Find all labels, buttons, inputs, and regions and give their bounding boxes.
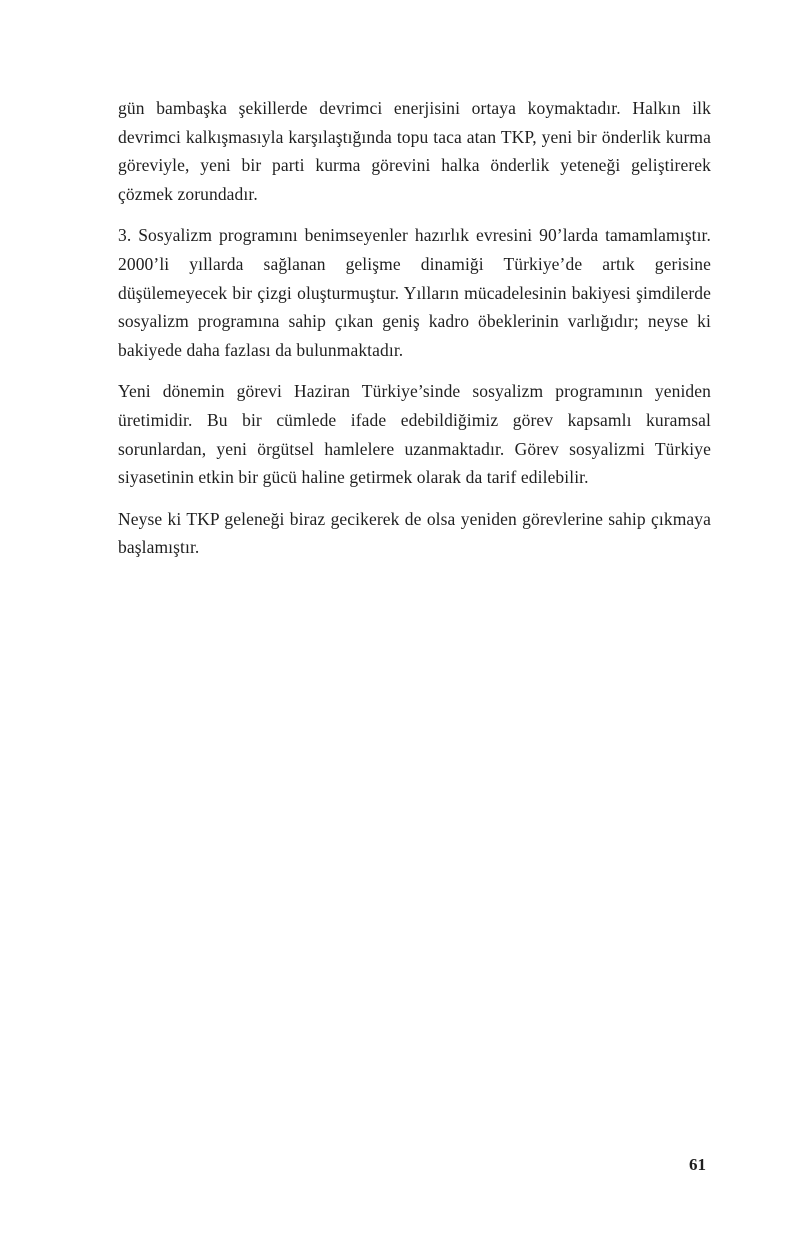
paragraph: Yeni dönemin görevi Haziran Türkiye’sinde sosyalizm programının yeniden üretimidir. Bu bir cümlede ifade edebildiğimiz görev kapsamlı kuramsal sorunlardan, yeni örgütsel hamlelere uzanmaktadır. Görev sosyalizmi Türkiye siyasetinin etkin bir gücü haline getirmek olarak da tarif edilebilir. xyxy=(118,381,711,488)
page-body-text xyxy=(118,94,711,575)
paragraph: gün bambaşka şekillerde devrimci enerjisini ortaya koymaktadır. Halkın ilk devrimci kalkışmasıyla karşılaştığında topu taca atan TKP, yeni bir önderlik kurma göreviyle, yeni bir parti kurma görevini halka önderlik yeteneği geliştirerek çözmek zorundadır. xyxy=(118,98,711,204)
paragraph: Neyse ki TKP geleneği biraz gecikerek de olsa yeniden görevlerine sahip çıkmaya başlamıştır. xyxy=(118,508,711,558)
page-number: 61 xyxy=(689,1155,706,1174)
paragraph: 3. Sosyalizm programını benimseyenler hazırlık evresini 90’larda tamamlamıştır. 2000’li yıllarda sağlanan gelişme dinamiği Türkiye’de artık gerisine düşülemeyecek bir çizgi oluşturmuştur. Yılların mücadelesinin bakiyesi şimdilerde sosyalizm programına sahip çıkan geniş kadro öbeklerinin varlığıdır; neyse ki bakiyede daha fazlası da bulunmaktadır. xyxy=(118,225,711,360)
